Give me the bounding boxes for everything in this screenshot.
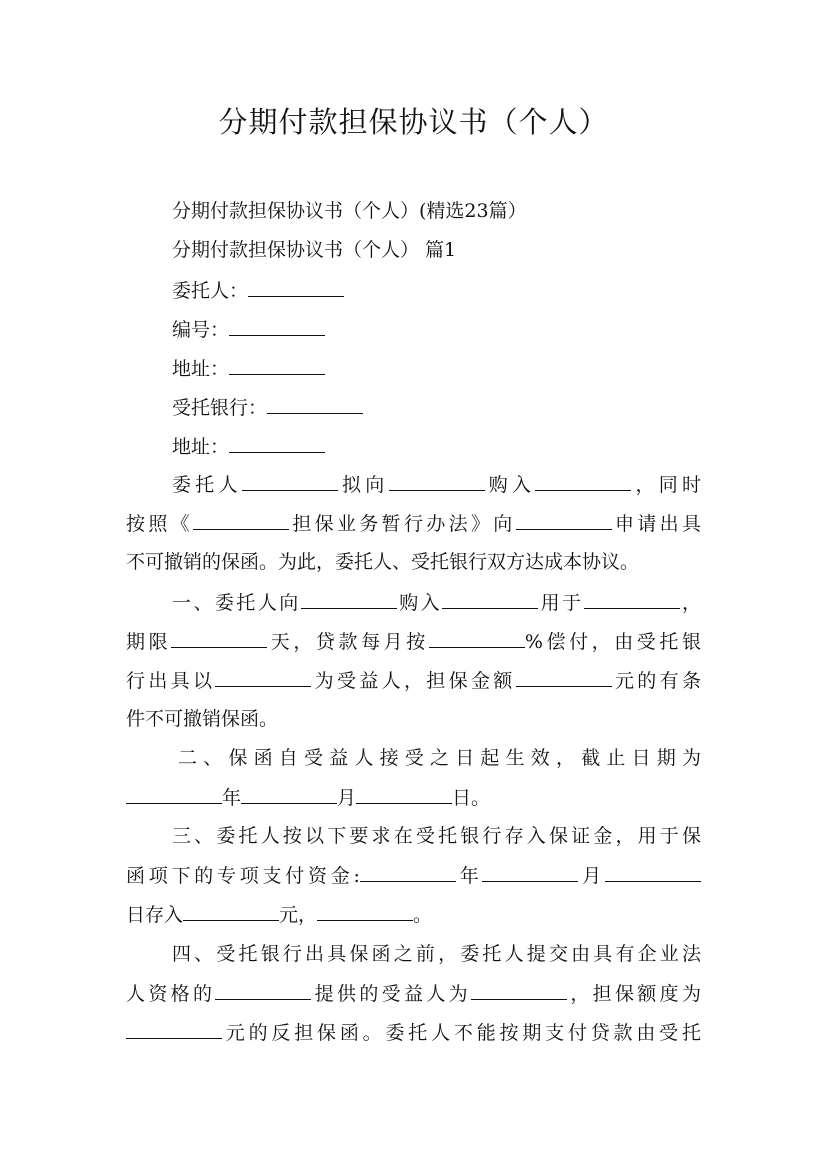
blank-line xyxy=(482,863,578,882)
paragraph-4-line-1: 三、委托人按以下要求在受托银行存入保证金，用于保 xyxy=(172,825,701,847)
field-label: 委托人： xyxy=(172,280,249,302)
text: 人资格的 xyxy=(126,983,216,1005)
blank-line xyxy=(242,472,338,491)
field-client xyxy=(172,278,344,303)
text: 。 xyxy=(413,904,433,926)
text: 委托人 xyxy=(172,474,242,496)
field-label: 地址： xyxy=(172,358,230,380)
blank-line xyxy=(215,981,311,1000)
paragraph-5-line-3 xyxy=(126,1020,701,1045)
text: 日存入 xyxy=(126,904,184,926)
text: 购入 xyxy=(484,474,536,496)
text: 行出具以 xyxy=(126,670,216,692)
text: ，同时 xyxy=(631,474,701,496)
field-number xyxy=(172,317,325,342)
blank-line xyxy=(471,981,567,1000)
text: 天，贷款每月按 xyxy=(267,631,429,653)
paragraph-2-line-3 xyxy=(126,668,701,693)
text: 月 xyxy=(337,787,357,809)
text: 按照《 xyxy=(126,513,193,535)
blank-line xyxy=(535,472,631,491)
field-label: 受托银行： xyxy=(172,397,268,419)
text: 拟向 xyxy=(337,474,389,496)
blank-line xyxy=(442,590,538,609)
paragraph-1-line-1 xyxy=(172,472,701,497)
text: 月 xyxy=(578,865,605,887)
blank-line xyxy=(360,863,456,882)
text: ，担保额度为 xyxy=(566,983,701,1005)
text: 期限 xyxy=(126,631,172,653)
paragraph-1-line-2 xyxy=(126,511,701,536)
section-heading: 分期付款担保协议书（个人） 篇1 xyxy=(172,239,457,261)
text: 提供的受益人为 xyxy=(311,983,471,1005)
text: 元的有条 xyxy=(611,670,701,692)
blank-line xyxy=(215,668,311,687)
blank-line xyxy=(429,629,525,648)
blank-line xyxy=(193,511,289,530)
blank-line xyxy=(126,785,222,804)
blank-line xyxy=(605,863,701,882)
paragraph-5-line-1: 四、受托银行出具保函之前，委托人提交由具有企业法 xyxy=(172,943,701,965)
text: %偿付，由受托银 xyxy=(524,631,701,653)
text: 元， xyxy=(279,904,318,926)
blank-line xyxy=(267,395,363,414)
paragraph-2-line-4: 件不可撤销保函。 xyxy=(126,708,279,730)
document-title: 分期付款担保协议书（个人） xyxy=(218,105,609,139)
blank-line xyxy=(241,785,337,804)
text: 元的反担保函。委托人不能按期支付贷款由受托 xyxy=(222,1022,701,1044)
text: 用于 xyxy=(538,592,584,614)
blank-line xyxy=(516,511,612,530)
text: 年 xyxy=(222,787,242,809)
field-bank-address xyxy=(172,434,325,459)
text: 一、委托人向 xyxy=(172,592,301,614)
text: 购入 xyxy=(396,592,443,614)
subtitle-line: 分期付款担保协议书（个人）(精选23篇） xyxy=(172,200,527,222)
blank-line xyxy=(389,472,485,491)
blank-line xyxy=(229,356,325,375)
blank-line xyxy=(229,317,325,336)
text: 日。 xyxy=(452,787,491,809)
text: 申请出具 xyxy=(611,513,701,535)
blank-line xyxy=(126,1020,222,1039)
field-label: 编号： xyxy=(172,319,230,341)
text: 为受益人，担保金额 xyxy=(311,670,516,692)
text: 函项下的专项支付资金: xyxy=(126,865,360,887)
blank-line xyxy=(317,902,413,921)
text: ， xyxy=(679,592,701,614)
paragraph-3-line-2 xyxy=(126,785,701,810)
paragraph-3-line-1: 二、保函自受益人接受之日起生效，截止日期为 xyxy=(178,747,701,769)
blank-line xyxy=(516,668,612,687)
text: 担保业务暂行办法》向 xyxy=(289,513,516,535)
paragraph-2-line-1 xyxy=(172,590,701,615)
blank-line xyxy=(356,785,452,804)
blank-line xyxy=(229,434,325,453)
paragraph-2-line-2 xyxy=(126,629,701,654)
blank-line xyxy=(171,629,267,648)
blank-line xyxy=(248,278,344,297)
blank-line xyxy=(584,590,680,609)
paragraph-5-line-2 xyxy=(126,981,701,1006)
field-label: 地址： xyxy=(172,436,230,458)
blank-line xyxy=(301,590,397,609)
paragraph-4-line-3 xyxy=(126,902,701,927)
paragraph-1-line-3: 不可撤销的保函。为此，委托人、受托银行双方达成本协议。 xyxy=(126,551,640,573)
field-address xyxy=(172,356,325,381)
text: 年 xyxy=(455,865,483,887)
paragraph-4-line-2 xyxy=(126,863,701,888)
field-bank xyxy=(172,395,363,420)
blank-line xyxy=(183,902,279,921)
